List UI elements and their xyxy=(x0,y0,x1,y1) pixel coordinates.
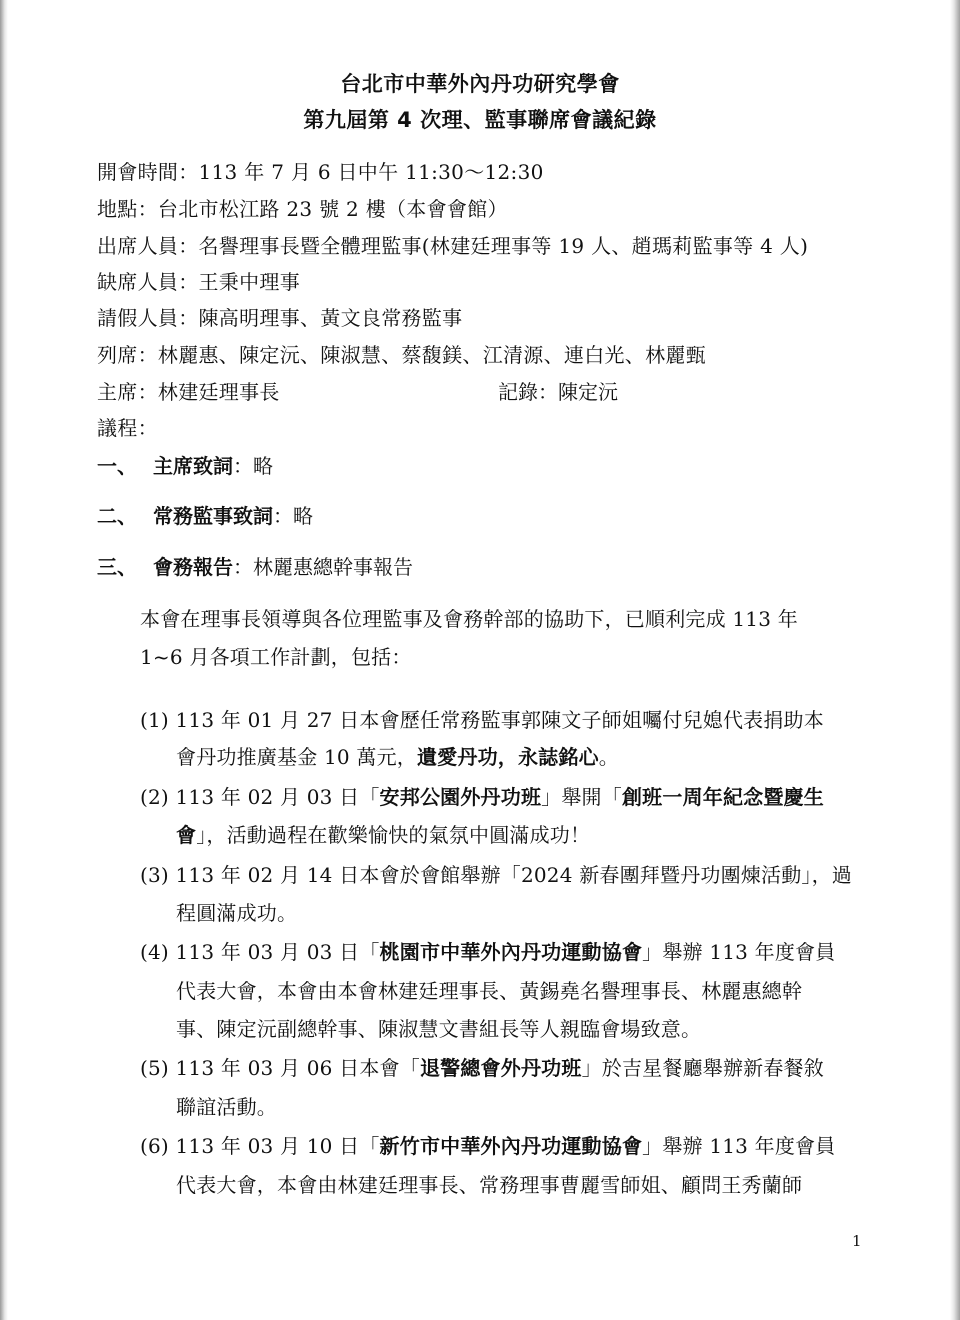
report-intro-line2: 1~6 月各項工作計劃，包括： xyxy=(140,645,412,669)
item-emphasis: 會 xyxy=(176,823,197,847)
item-text: (4) 113 年 03 月 03 日「 xyxy=(140,940,380,964)
item-text: 會丹功推廣基金 10 萬元， xyxy=(176,745,417,769)
item-emphasis: 退警總會外丹功班 xyxy=(419,1056,582,1080)
item-text: (6) 113 年 03 月 10 日「 xyxy=(140,1134,380,1158)
section-heading: 會務報告 xyxy=(153,555,233,579)
list-item-continued xyxy=(176,741,619,770)
section-text: ：林麗惠總幹事報告 xyxy=(233,555,413,579)
list-item-continued: 代表大會，本會由本會林建廷理事長、黃錫堯名譽理事長、林麗惠總幹 xyxy=(176,979,803,1003)
meeting-place: 地點：台北市松江路 23 號 2 樓（本會會館） xyxy=(97,197,508,221)
item-text: (2) 113 年 02 月 03 日「 xyxy=(140,785,380,809)
on-leave: 請假人員：陳高明理事、黃文良常務監事 xyxy=(97,306,463,330)
item-text: 。 xyxy=(598,745,619,769)
item-emphasis: 新竹市中華外內丹功運動協會 xyxy=(379,1134,643,1158)
section-number: 三、 xyxy=(97,555,137,579)
observers: 列席：林麗惠、陳定沅、陳淑慧、蔡馥鎂、江清源、連白光、林麗甄 xyxy=(97,343,706,367)
item-emphasis: 創班一周年紀念暨慶生 xyxy=(621,785,824,809)
chairperson: 主席：林建廷理事長 xyxy=(97,380,280,404)
recorder: 記錄：陳定沅 xyxy=(498,380,618,404)
list-item xyxy=(140,1052,824,1081)
agenda-label: 議程： xyxy=(97,416,158,440)
item-emphasis: 安邦公園外丹功班 xyxy=(379,785,542,809)
section-supervisor-speech xyxy=(97,500,313,529)
section-number: 一、 xyxy=(97,454,137,478)
absentees: 缺席人員：王秉中理事 xyxy=(97,270,300,294)
item-emphasis: 遺愛丹功，永誌銘心 xyxy=(416,745,599,769)
section-heading: 常務監事致詞 xyxy=(153,504,273,528)
section-chair-speech xyxy=(97,450,273,479)
item-text: 」舉辦 113 年度會員 xyxy=(642,940,836,964)
list-item: (3) 113 年 02 月 14 日本會於會館舉辦「2024 新春團拜暨丹功團煉活動」，過 xyxy=(140,863,853,887)
list-item-continued: 代表大會，本會由林建廷理事長、常務理事曹麗雪師姐、顧問王秀蘭師 xyxy=(176,1173,803,1197)
page-number: 1 xyxy=(852,1232,862,1250)
list-item-continued: 事、陳定沅副總幹事、陳淑慧文書組長等人親臨會場致意。 xyxy=(176,1017,702,1041)
item-text: (5) 113 年 03 月 06 日本會「 xyxy=(140,1056,420,1080)
section-number: 二、 xyxy=(97,504,137,528)
list-item xyxy=(140,936,835,965)
section-text: ：略 xyxy=(273,504,313,528)
document-title: 台北市中華外內丹功研究學會 xyxy=(340,72,620,96)
item-text: 」舉開「 xyxy=(541,785,622,809)
page-edge-left xyxy=(0,0,8,1320)
page-edge-right xyxy=(950,0,960,1320)
section-heading: 主席致詞 xyxy=(153,454,233,478)
section-text: ：略 xyxy=(233,454,273,478)
item-text: 」舉辦 113 年度會員 xyxy=(642,1134,836,1158)
document-subtitle: 第九屆第 4 次理、監事聯席會議紀錄 xyxy=(303,108,657,132)
list-item-continued: 程圓滿成功。 xyxy=(176,901,298,925)
list-item-continued: 聯誼活動。 xyxy=(176,1095,277,1119)
list-item: (1) 113 年 01 月 27 日本會歷任常務監事郭陳文子師姐囑付兒媳代表捐助本 xyxy=(140,708,824,732)
list-item xyxy=(140,781,824,810)
item-text: 」於吉星餐廳舉辦新春餐敘 xyxy=(581,1056,824,1080)
meeting-time: 開會時間：113 年 7 月 6 日中午 11:30～12:30 xyxy=(97,160,544,184)
item-text: 」，活動過程在歡樂愉快的氣氛中圓滿成功！ xyxy=(196,823,591,847)
list-item xyxy=(140,1130,835,1159)
attendees: 出席人員：名譽理事長暨全體理監事(林建廷理事等 19 人、趙瑪莉監事等 4 人) xyxy=(97,234,809,258)
report-intro-line1: 本會在理事長領導與各位理監事及會務幹部的協助下，已順利完成 113 年 xyxy=(140,607,798,631)
list-item-continued xyxy=(176,819,590,848)
section-affairs-report xyxy=(97,551,413,580)
item-emphasis: 桃園市中華外內丹功運動協會 xyxy=(379,940,643,964)
